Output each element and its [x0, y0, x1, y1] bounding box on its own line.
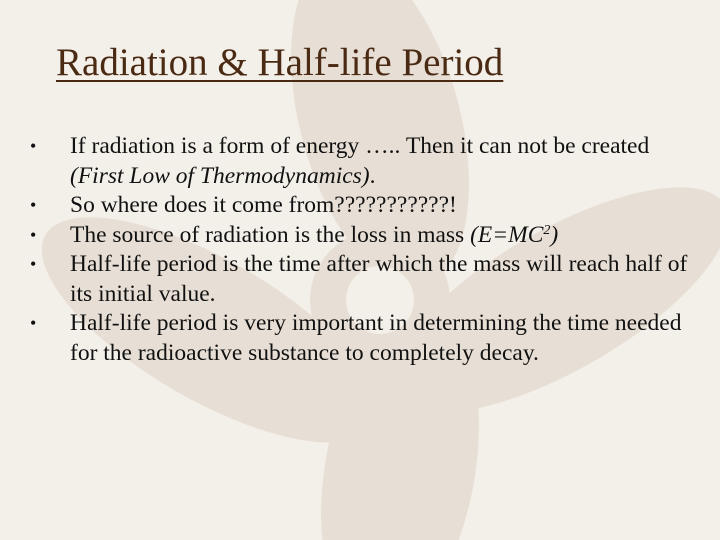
bullet-superscript: 2 [543, 222, 551, 238]
list-item [30, 221, 700, 251]
bullet-italic-text: (E=MC [470, 221, 544, 248]
bullet-text: Half-life period is the time after which the mass will reach half of its initial value. [70, 251, 688, 307]
list-item [30, 309, 700, 368]
bullet-suffix: . [369, 162, 376, 189]
bullet-dot: • [30, 254, 37, 274]
list-item [30, 191, 700, 221]
bullet-text: Half-life period is very important in determining the time needed for the radioactive substance to completely decay. [70, 310, 682, 366]
bullet-list [30, 132, 700, 368]
list-item [30, 132, 700, 191]
list-item [30, 250, 700, 309]
slide-title: Radiation & Half-life Period [56, 41, 504, 84]
bullet-dot: • [30, 313, 37, 333]
bullet-dot: • [30, 136, 37, 156]
bullet-dot: • [30, 224, 37, 245]
bullet-text: The source of radiation is the loss in mass [70, 221, 471, 248]
bullet-dot: • [30, 195, 37, 215]
bullet-italic-end: ) [550, 221, 559, 248]
bullet-text: If radiation is a form of energy ….. Then it can not be created [70, 133, 650, 159]
bullet-text: So where does it come from???????????! [70, 192, 457, 218]
bullet-italic-text: (First Low of Thermodynamics) [70, 162, 370, 189]
